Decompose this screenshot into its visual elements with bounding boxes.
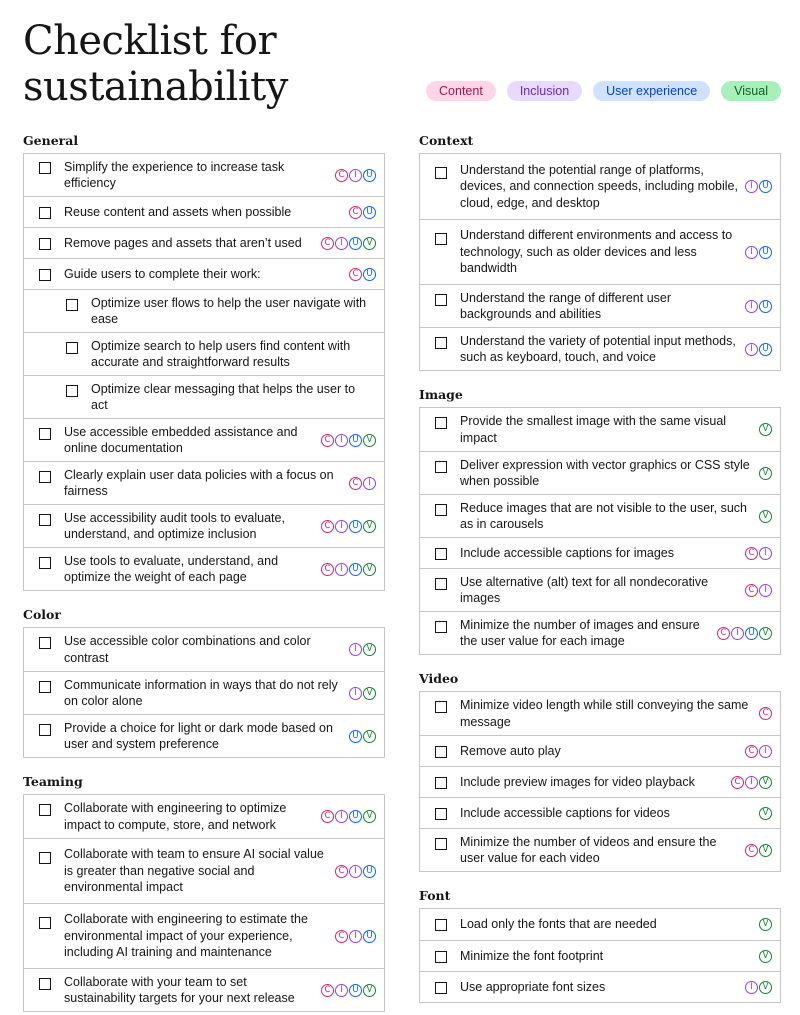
section-heading-video: Video <box>419 671 459 686</box>
checkbox[interactable] <box>435 233 447 245</box>
visual-tag-icon: V <box>363 434 376 447</box>
checklist-item <box>24 196 384 227</box>
visual-tag-icon: V <box>759 981 772 994</box>
checklist-item-text: Provide a choice for light or dark mode based on user and system preference <box>64 720 333 751</box>
visual-tag-icon: V <box>363 810 376 823</box>
content-tag-icon: C <box>349 268 362 281</box>
tag-group <box>759 510 772 523</box>
checklist-item <box>420 692 780 735</box>
checklist-item-text: Minimize the number of images and ensure the user value for each image <box>460 617 700 648</box>
content-tag-icon: C <box>321 434 334 447</box>
section-heading-color: Color <box>23 607 61 622</box>
visual-tag-icon: V <box>363 730 376 743</box>
inclusion-tag-icon: I <box>335 810 348 823</box>
tag-group <box>731 776 772 789</box>
checklist-item-text: Provide the smallest image with the same visual impact <box>460 414 727 445</box>
content-tag-icon: C <box>321 810 334 823</box>
checkbox[interactable] <box>435 838 447 850</box>
checklist-item-text: Collaborate with engineering to estimate the environmental impact of your experience, including AI training and maintenance <box>64 912 308 960</box>
checklist-item-text: Use accessible color combinations and color contrast <box>64 634 311 665</box>
content-tag-icon: C <box>335 865 348 878</box>
checklist-item-text: Minimize the font footprint <box>460 948 604 963</box>
checklist-item-text: Understand different environments and access to technology, such as older devices and less bandwidth <box>460 228 733 276</box>
checklist-item-text: Guide users to complete their work: <box>64 266 261 281</box>
checkbox[interactable] <box>435 548 447 560</box>
checklist-item-text: Understand the potential range of platforms, devices, and connection speeds, including mobile, cloud, edge, and desktop <box>460 162 738 210</box>
inclusion-tag-icon: I <box>759 547 772 560</box>
checklist-item-text: Minimize video length while still conveying the same message <box>460 698 749 729</box>
checklist-item <box>24 903 384 968</box>
inclusion-tag-icon: I <box>335 520 348 533</box>
checklist-item <box>24 227 384 258</box>
checklist-item <box>24 332 384 375</box>
content-tag-icon: C <box>745 547 758 560</box>
tag-group <box>321 434 376 447</box>
content-tag-icon: C <box>321 563 334 576</box>
checklist-item-text: Collaborate with team to ensure AI social value is greater than negative social and environmental impact <box>64 847 324 895</box>
content-tag-icon: C <box>759 707 772 720</box>
inclusion-tag-icon: I <box>759 745 772 758</box>
checklist-item <box>420 154 780 219</box>
checklist-item <box>420 940 780 971</box>
checklist-item <box>24 547 384 590</box>
user-experience-tag-icon: U <box>759 300 772 313</box>
checkbox[interactable] <box>39 269 51 281</box>
inclusion-tag-icon: I <box>745 776 758 789</box>
checklist-item-text: Communicate information in ways that do not rely on color alone <box>64 677 338 708</box>
tag-group <box>745 547 772 560</box>
inclusion-tag-icon: I <box>745 343 758 356</box>
visual-tag-icon: V <box>363 237 376 250</box>
user-experience-tag-icon: U <box>759 246 772 259</box>
tag-group <box>321 237 376 250</box>
checklist-item <box>24 154 384 196</box>
tag-group <box>349 730 376 743</box>
checkbox[interactable] <box>39 514 51 526</box>
tag-group <box>759 807 772 820</box>
tag-group <box>321 984 376 997</box>
checklist-item <box>420 611 780 654</box>
right-column <box>419 131 781 1015</box>
checklist-item <box>420 797 780 828</box>
checklist-item <box>24 795 384 838</box>
user-experience-tag-icon: U <box>349 237 362 250</box>
content-tag-icon: C <box>745 745 758 758</box>
content-tag-icon: C <box>321 984 334 997</box>
section-general <box>23 153 385 591</box>
checklist-item-text: Use alternative (alt) text for all nondecorative images <box>460 574 709 605</box>
section-teaming <box>23 794 385 1012</box>
checkbox[interactable] <box>435 294 447 306</box>
checklist-item <box>24 714 384 757</box>
checklist-item-text: Include accessible captions for images <box>460 545 675 560</box>
visual-tag-icon: V <box>363 520 376 533</box>
legend-content-pill: Content <box>426 81 496 101</box>
tag-group <box>349 643 376 656</box>
inclusion-tag-icon: I <box>349 643 362 656</box>
content-tag-icon: C <box>731 776 744 789</box>
checkbox[interactable] <box>435 777 447 789</box>
checklist-item-text: Use tools to evaluate, understand, and optimize the weight of each page <box>64 553 279 584</box>
inclusion-tag-icon: I <box>745 246 758 259</box>
checkbox[interactable] <box>435 417 447 429</box>
checkbox[interactable] <box>39 804 51 816</box>
visual-tag-icon: V <box>759 844 772 857</box>
checklist-item <box>24 838 384 903</box>
checkbox[interactable] <box>39 238 51 250</box>
visual-tag-icon: V <box>759 918 772 931</box>
content-tag-icon: C <box>321 520 334 533</box>
inclusion-tag-icon: I <box>363 477 376 490</box>
inclusion-tag-icon: I <box>745 180 758 193</box>
section-heading-image: Image <box>419 387 463 402</box>
tag-group <box>745 981 772 994</box>
tag-group <box>335 169 376 182</box>
checkbox[interactable] <box>435 808 447 820</box>
checklist-item <box>24 628 384 671</box>
tag-group <box>349 477 376 490</box>
visual-tag-icon: V <box>363 984 376 997</box>
user-experience-tag-icon: U <box>349 810 362 823</box>
checklist-item-text: Optimize clear messaging that helps the user to act <box>91 381 356 412</box>
checklist-item-text: Include accessible captions for videos <box>460 805 670 820</box>
visual-tag-icon: V <box>363 643 376 656</box>
section-heading-font: Font <box>419 888 451 903</box>
inclusion-tag-icon: I <box>349 930 362 943</box>
checklist-item-text: Include preview images for video playback <box>460 774 695 789</box>
user-experience-tag-icon: U <box>759 180 772 193</box>
checkbox[interactable] <box>39 917 51 929</box>
checkbox[interactable] <box>39 428 51 440</box>
checklist-item-text: Understand the range of different user backgrounds and abilities <box>460 290 672 321</box>
checklist-item-text: Reuse content and assets when possible <box>64 204 292 219</box>
visual-tag-icon: V <box>759 510 772 523</box>
checkbox[interactable] <box>66 385 78 397</box>
visual-tag-icon: V <box>759 467 772 480</box>
checklist-item-text: Use accessible embedded assistance and online documentation <box>64 424 298 455</box>
checkbox[interactable] <box>39 557 51 569</box>
checklist-item <box>420 971 780 1002</box>
checkbox[interactable] <box>39 852 51 864</box>
tag-group <box>759 918 772 931</box>
checkbox[interactable] <box>435 919 447 931</box>
checklist-item-text: Deliver expression with vector graphics or CSS style when possible <box>460 457 750 488</box>
tag-group <box>349 687 376 700</box>
left-column <box>23 131 385 1015</box>
checklist-item <box>24 671 384 714</box>
checklist-item <box>420 766 780 797</box>
inclusion-tag-icon: I <box>759 584 772 597</box>
visual-tag-icon: V <box>759 627 772 640</box>
checklist-item-text: Remove auto play <box>460 743 561 758</box>
inclusion-tag-icon: I <box>745 300 758 313</box>
checkbox[interactable] <box>435 337 447 349</box>
section-image <box>419 407 781 655</box>
legend-user-experience-pill: User experience <box>593 81 710 101</box>
tag-group <box>717 627 772 640</box>
user-experience-tag-icon: U <box>363 268 376 281</box>
content-tag-icon: C <box>335 930 348 943</box>
checkbox[interactable] <box>435 951 447 963</box>
checklist-item <box>420 451 780 494</box>
section-video <box>419 691 781 872</box>
checklist-item <box>24 375 384 418</box>
checklist-item-text: Load only the fonts that are needed <box>460 917 657 932</box>
visual-tag-icon: V <box>759 423 772 436</box>
section-heading-context: Context <box>419 133 474 148</box>
checklist-item <box>420 408 780 451</box>
legend-inclusion-pill: Inclusion <box>507 81 582 101</box>
tag-group <box>321 810 376 823</box>
inclusion-tag-icon: I <box>335 434 348 447</box>
checklist-item-text: Collaborate with engineering to optimize impact to compute, store, and network <box>64 801 287 832</box>
checklist-item-text: Understand the variety of potential input methods, such as keyboard, touch, and voice <box>460 333 736 364</box>
checklist-item <box>24 289 384 332</box>
page-title-line-1: Checklist for <box>23 18 277 64</box>
checklist-item <box>420 219 780 284</box>
user-experience-tag-icon: U <box>363 169 376 182</box>
tag-group <box>745 584 772 597</box>
tag-group <box>745 246 772 259</box>
checkbox[interactable] <box>39 637 51 649</box>
tag-group <box>759 707 772 720</box>
checklist-item-text: Clearly explain user data policies with a focus on fairness <box>64 467 334 498</box>
inclusion-tag-icon: I <box>745 981 758 994</box>
user-experience-tag-icon: U <box>349 520 362 533</box>
section-heading-general: General <box>23 133 79 148</box>
user-experience-tag-icon: U <box>349 434 362 447</box>
section-color <box>23 627 385 758</box>
tag-group <box>321 563 376 576</box>
page-title-line-2: sustainability <box>23 64 288 110</box>
visual-tag-icon: V <box>363 687 376 700</box>
inclusion-tag-icon: I <box>335 984 348 997</box>
checklist-item-text: Minimize the number of videos and ensure the user value for each video <box>460 834 717 865</box>
content-tag-icon: C <box>745 584 758 597</box>
checklist-item-text: Simplify the experience to increase task efficiency <box>64 159 285 190</box>
inclusion-tag-icon: I <box>349 687 362 700</box>
checklist-item <box>420 537 780 568</box>
user-experience-tag-icon: U <box>349 730 362 743</box>
visual-tag-icon: V <box>363 563 376 576</box>
tag-group <box>745 844 772 857</box>
checkbox[interactable] <box>435 982 447 994</box>
checklist-item <box>420 494 780 537</box>
inclusion-tag-icon: I <box>335 237 348 250</box>
user-experience-tag-icon: U <box>745 627 758 640</box>
checklist-item <box>24 968 384 1011</box>
user-experience-tag-icon: U <box>759 343 772 356</box>
checkbox[interactable] <box>39 978 51 990</box>
checklist-item-text: Use appropriate font sizes <box>460 979 606 994</box>
tag-group <box>745 343 772 356</box>
checkbox[interactable] <box>39 162 51 174</box>
user-experience-tag-icon: U <box>363 865 376 878</box>
checklist-item-text: Optimize user flows to help the user navigate with ease <box>91 295 367 326</box>
visual-tag-icon: V <box>759 776 772 789</box>
checklist-item <box>420 327 780 370</box>
tag-group <box>321 520 376 533</box>
checklist-item <box>24 258 384 289</box>
checkbox[interactable] <box>435 461 447 473</box>
inclusion-tag-icon: I <box>335 563 348 576</box>
legend-visual-pill: Visual <box>721 81 781 101</box>
tag-group <box>349 206 376 219</box>
checkbox[interactable] <box>39 681 51 693</box>
legend <box>426 81 781 101</box>
tag-group <box>335 865 376 878</box>
inclusion-tag-icon: I <box>349 865 362 878</box>
checklist-item-text: Reduce images that are not visible to the user, such as in carousels <box>460 500 747 531</box>
checklist-item <box>420 568 780 611</box>
user-experience-tag-icon: U <box>363 206 376 219</box>
checkbox[interactable] <box>39 207 51 219</box>
checklist-item-text: Remove pages and assets that aren’t used <box>64 235 302 250</box>
checklist-item <box>420 909 780 940</box>
content-tag-icon: C <box>745 844 758 857</box>
checklist-item-text: Optimize search to help users find content with accurate and straightforward results <box>91 338 351 369</box>
tag-group <box>759 423 772 436</box>
checkbox[interactable] <box>435 504 447 516</box>
checklist-item-text: Collaborate with your team to set sustainability targets for your next release <box>64 974 295 1005</box>
tag-group <box>759 467 772 480</box>
checkbox[interactable] <box>39 471 51 483</box>
checkbox[interactable] <box>435 746 447 758</box>
checklist-item-text: Use accessibility audit tools to evaluate, understand, and optimize inclusion <box>64 510 285 541</box>
content-tag-icon: C <box>349 477 362 490</box>
checkbox[interactable] <box>435 701 447 713</box>
tag-group <box>745 745 772 758</box>
checkbox[interactable] <box>39 724 51 736</box>
section-context <box>419 153 781 371</box>
section-font <box>419 908 781 1003</box>
user-experience-tag-icon: U <box>349 563 362 576</box>
tag-group <box>745 300 772 313</box>
checklist-item <box>420 735 780 766</box>
checklist-item <box>420 828 780 871</box>
content-tag-icon: C <box>335 169 348 182</box>
checklist-item <box>24 504 384 547</box>
tag-group <box>335 930 376 943</box>
inclusion-tag-icon: I <box>731 627 744 640</box>
user-experience-tag-icon: U <box>349 984 362 997</box>
checkbox[interactable] <box>435 578 447 590</box>
content-tag-icon: C <box>349 206 362 219</box>
visual-tag-icon: V <box>759 950 772 963</box>
checkbox[interactable] <box>435 167 447 179</box>
checklist-item <box>24 461 384 504</box>
tag-group <box>745 180 772 193</box>
checkbox[interactable] <box>66 299 78 311</box>
user-experience-tag-icon: U <box>363 930 376 943</box>
checklist-item <box>24 418 384 461</box>
checkbox[interactable] <box>435 621 447 633</box>
section-heading-teaming: Teaming <box>23 774 83 789</box>
content-tag-icon: C <box>717 627 730 640</box>
page-title <box>23 18 288 110</box>
checkbox[interactable] <box>66 342 78 354</box>
visual-tag-icon: V <box>759 807 772 820</box>
tag-group <box>759 950 772 963</box>
tag-group <box>349 268 376 281</box>
content-tag-icon: C <box>321 237 334 250</box>
checklist-item <box>420 284 780 327</box>
inclusion-tag-icon: I <box>349 169 362 182</box>
